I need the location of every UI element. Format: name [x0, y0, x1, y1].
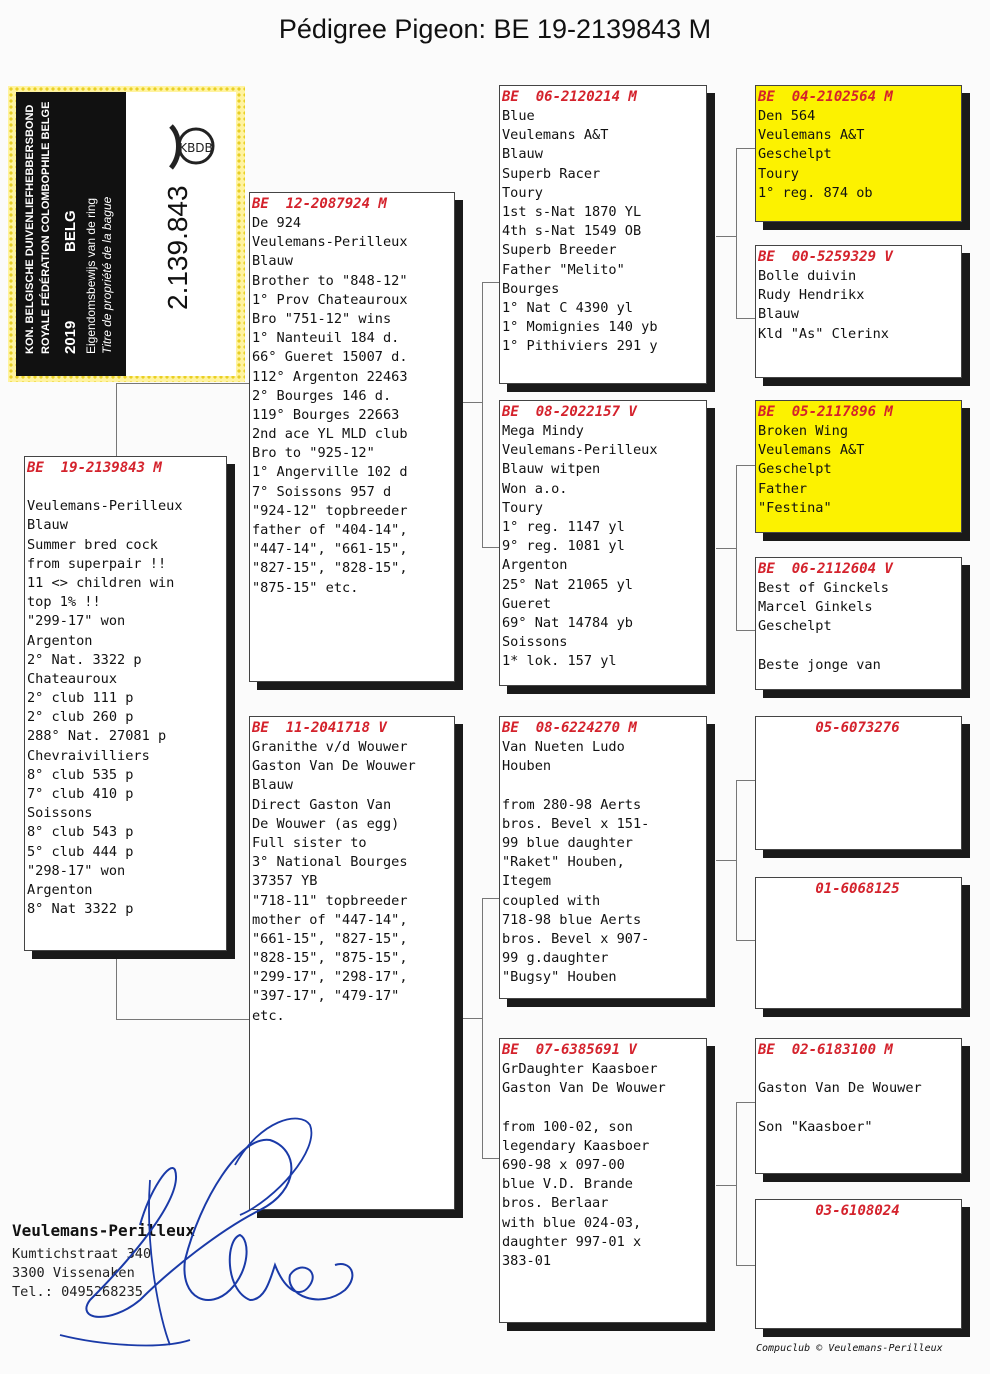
pigeon-details	[27, 478, 226, 919]
pigeon-detail-line: "Bugsy" Houben	[502, 969, 617, 986]
pigeon-details	[502, 1060, 706, 1271]
ring-number: 01-6068125	[815, 881, 900, 897]
pigeon-detail-line: etc.	[252, 1007, 285, 1024]
pigeon-detail-line: "924-12" topbreeder	[252, 502, 408, 519]
pedigree-box-sire-dam	[499, 400, 707, 686]
page-title: Pédigree Pigeon: BE 19-2139843 M	[278, 14, 712, 44]
pigeon-detail-line	[758, 1060, 961, 1079]
pigeon-detail-line: Soissons	[502, 634, 568, 651]
pigeon-detail-line: Van Nueten Ludo	[502, 739, 625, 755]
pigeon-detail-line: blue V.D. Brande	[502, 1176, 633, 1193]
pigeon-detail-line: Toury	[502, 184, 543, 201]
pigeon-details	[502, 422, 706, 671]
ring-number: BE 08-2022157 V	[502, 404, 637, 420]
card-year: 2019	[62, 320, 79, 354]
pigeon-detail-line: 2° club 111 p	[27, 690, 134, 707]
pigeon-detail-line: Chevraivilliers	[27, 747, 150, 764]
pigeon-detail-line: Geschelpt	[758, 146, 832, 163]
pigeon-detail-line: Broken Wing	[758, 423, 849, 439]
pigeon-detail-line: 99 blue daughter	[502, 834, 633, 851]
pigeon-details	[758, 1060, 961, 1137]
pigeon-detail-line: Houben	[502, 758, 552, 775]
pigeon-detail-line: "299-17" won	[27, 613, 126, 630]
pigeon-detail-line: coupled with	[502, 892, 601, 909]
pigeon-details	[502, 107, 706, 356]
pigeon-detail-line: Itegem	[502, 873, 552, 890]
pigeon-detail-line: father of "404-14",	[252, 522, 408, 538]
breeder-name: Veulemans-Perilleux	[12, 1221, 196, 1240]
pigeon-detail-line: 2° club 260 p	[27, 709, 134, 726]
pigeon-detail-line: 1° Momignies 140 yb	[502, 319, 658, 336]
pigeon-detail-line: Soissons	[27, 805, 93, 822]
pigeon-details	[758, 267, 961, 344]
pigeon-detail-line: 9° reg. 1081 yl	[502, 538, 625, 555]
ring-number: BE 04-2102564 M	[758, 89, 893, 105]
pigeon-detail-line: with blue 024-03,	[502, 1214, 642, 1231]
pedigree-box-dam-sire-sire	[755, 716, 962, 850]
breeder-city: 3300 Vissenaken	[12, 1265, 135, 1281]
pigeon-detail-line: Veulemans A&T	[502, 127, 609, 144]
pigeon-detail-line: 11 <> children win	[27, 574, 175, 591]
pigeon-detail-line: 7° Soissons 957 d	[252, 483, 392, 500]
pigeon-detail-line: Gueret	[502, 595, 552, 612]
pigeon-detail-line: "661-15", "827-15",	[252, 930, 408, 947]
ring-number: 05-6073276	[815, 720, 900, 736]
pigeon-detail-line: "447-14", "661-15",	[252, 541, 408, 558]
pigeon-detail-line: 99 g.daughter	[502, 950, 609, 967]
ring-number: BE 02-6183100 M	[758, 1042, 893, 1058]
kbdb-logo-icon	[166, 116, 216, 176]
copyright-notice: Compuclub © Veulemans-Perilleux	[756, 1343, 943, 1354]
pigeon-detail-line: "299-17", "298-17",	[252, 969, 408, 986]
pigeon-detail-line: 112° Argenton 22463	[252, 368, 408, 385]
pedigree-box-dam	[249, 716, 455, 1210]
pigeon-detail-line: Veulemans-Perilleux	[252, 234, 408, 251]
ring-number: 03-6108024	[815, 1203, 900, 1219]
pedigree-box-sire-sire	[499, 85, 707, 384]
ring-number: BE 06-2112604 V	[758, 561, 893, 577]
pigeon-detail-line: 1° reg. 1147 yl	[502, 518, 625, 535]
pigeon-detail-line: Geschelpt	[758, 461, 832, 478]
pigeon-detail-line: 1° Angerville 102 d	[252, 464, 408, 481]
pigeon-detail-line: Argenton	[27, 632, 93, 649]
ring-number: BE 12-2087924 M	[252, 196, 387, 212]
pedigree-box-dam-dam-sire	[755, 1038, 962, 1174]
pigeon-detail-line: Blue	[502, 108, 535, 124]
pigeon-detail-line: GrDaughter Kaasboer	[502, 1061, 658, 1077]
pigeon-detail-line: Mega Mindy	[502, 423, 584, 439]
pigeon-detail-line: bros. Berlaar	[502, 1195, 609, 1212]
pigeon-detail-line: 1° Pithiviers 291 y	[502, 338, 658, 355]
pigeon-detail-line: 7° club 410 p	[27, 786, 134, 802]
pedigree-box-sire-dam-dam	[755, 557, 962, 690]
pigeon-detail-line: Geschelpt	[758, 618, 832, 635]
pigeon-detail-line: 718-98 blue Aerts	[502, 911, 642, 928]
pigeon-detail-line: bros. Bevel x 151-	[502, 815, 650, 832]
card-ring-number: 2.139.843	[162, 185, 193, 310]
pigeon-detail-line: "Raket" Houben,	[502, 854, 625, 871]
pigeon-detail-line: from 100-02, son	[502, 1118, 633, 1135]
pigeon-detail-line: 66° Gueret 15007 d.	[252, 349, 408, 366]
pigeon-detail-line: De 924	[252, 215, 302, 231]
pigeon-detail-line: Best of Ginckels	[758, 580, 889, 596]
pigeon-detail-line: 5° club 444 p	[27, 843, 134, 860]
pigeon-detail-line: Superb Racer	[502, 165, 601, 182]
pigeon-detail-line: Bro "751-12" wins	[252, 310, 392, 327]
pedigree-box-sire-sire-sire	[755, 85, 962, 222]
pigeon-detail-line: legendary Kaasboer	[502, 1137, 650, 1154]
pigeon-detail-line: Blauw	[758, 306, 799, 323]
pigeon-detail-line: 8° Nat 3322 p	[27, 901, 134, 918]
card-label-fr: Titre de propriété de la bague	[100, 196, 114, 354]
pigeon-details	[758, 107, 961, 203]
pigeon-detail-line: 2° Nat. 3322 p	[27, 651, 142, 668]
pigeon-detail-line: 1st s-Nat 1870 YL	[502, 203, 642, 220]
pigeon-detail-line: 119° Bourges 22663	[252, 406, 400, 423]
card-label-nl: Eigendomsbewijs van de ring	[84, 197, 98, 354]
pigeon-detail-line: 25° Nat 21065 yl	[502, 576, 633, 593]
pigeon-detail-line: Chateauroux	[27, 670, 118, 687]
pigeon-details	[758, 579, 961, 675]
pigeon-detail-line: 1* lok. 157 yl	[502, 653, 617, 670]
pigeon-detail-line: Blauw	[502, 146, 543, 163]
pigeon-detail-line: Veulemans A&T	[758, 127, 865, 144]
pigeon-detail-line: 1° Nanteuil 184 d.	[252, 330, 400, 347]
pigeon-detail-line: 1° Prov Chateauroux	[252, 291, 408, 308]
pigeon-detail-line: Bolle duivin	[758, 268, 857, 284]
pigeon-detail-line: Kld "As" Clerinx	[758, 325, 889, 342]
pigeon-detail-line: 8° club 535 p	[27, 766, 134, 783]
pigeon-detail-line: Blauw	[252, 253, 293, 270]
pigeon-detail-line	[502, 1098, 706, 1117]
pigeon-detail-line: "718-11" topbreeder	[252, 892, 408, 909]
ring-number: BE 07-6385691 V	[502, 1042, 637, 1058]
pigeon-detail-line: Beste jonge van	[758, 656, 881, 673]
pigeon-detail-line: Brother to "848-12"	[252, 272, 408, 289]
pigeon-detail-line: 2° Bourges 146 d.	[252, 387, 392, 404]
pigeon-detail-line: Rudy Hendrikx	[758, 287, 865, 304]
pigeon-detail-line: 383-01	[502, 1252, 552, 1269]
pigeon-detail-line: daughter 997-01 x	[502, 1233, 642, 1250]
pigeon-detail-line	[502, 776, 706, 795]
pigeon-detail-line: 2nd ace YL MLD club	[252, 426, 408, 443]
pigeon-detail-line: "397-17", "479-17"	[252, 988, 400, 1005]
pigeon-detail-line: 69° Nat 14784 yb	[502, 614, 633, 631]
pigeon-detail-line: Blauw	[252, 777, 293, 794]
pigeon-detail-line: Gaston Van De Wouwer	[502, 1080, 666, 1097]
pigeon-detail-line	[758, 1098, 961, 1117]
pigeon-detail-line: 3° National Bourges	[252, 854, 408, 871]
ring-number: BE 11-2041718 V	[252, 720, 387, 736]
pigeon-detail-line: "875-15" etc.	[252, 579, 359, 596]
pigeon-detail-line: "828-15", "875-15",	[252, 950, 408, 967]
federation-name-nl: KON. BELGISCHE DUIVENLIEFHEBBERSBOND	[24, 104, 36, 354]
pigeon-detail-line: bros. Bevel x 907-	[502, 930, 650, 947]
ring-ownership-certificate	[8, 86, 245, 382]
breeder-phone: Tel.: 0495268235	[12, 1284, 143, 1300]
pedigree-box-dam-sire	[499, 716, 707, 999]
pigeon-detail-line: Bourges	[502, 280, 560, 297]
ring-number: BE 19-2139843 M	[27, 460, 162, 476]
pigeon-details	[252, 214, 454, 598]
pigeon-detail-line: Blauw	[27, 517, 68, 534]
pedigree-box-dam-dam-dam	[755, 1199, 962, 1329]
pigeon-detail-line: De Wouwer (as egg)	[252, 815, 400, 832]
breeder-street: Kumtichstraat 340	[12, 1246, 152, 1262]
pigeon-detail-line: Den 564	[758, 108, 816, 124]
pigeon-detail-line: Toury	[502, 499, 543, 516]
pigeon-detail-line: Father	[758, 480, 808, 497]
pigeon-detail-line: from 280-98 Aerts	[502, 796, 642, 813]
pigeon-detail-line: 1° reg. 874 ob	[758, 184, 873, 201]
pedigree-box-dam-sire-dam	[755, 877, 962, 1009]
pigeon-detail-line: Blauw witpen	[502, 461, 601, 478]
pigeon-detail-line: Won a.o.	[502, 480, 568, 497]
ring-number: BE 08-6224270 M	[502, 720, 637, 736]
svg-text:KBDB: KBDB	[179, 141, 213, 155]
pigeon-detail-line	[27, 478, 226, 497]
pigeon-detail-line: Argenton	[502, 557, 568, 574]
pigeon-detail-line: "298-17" won	[27, 862, 126, 879]
pigeon-detail-line: Direct Gaston Van	[252, 796, 392, 813]
ring-number: BE 05-2117896 M	[758, 404, 893, 420]
pigeon-detail-line: 288° Nat. 27081 p	[27, 728, 167, 745]
pigeon-detail-line: Bro to "925-12"	[252, 445, 375, 462]
pigeon-detail-line: "827-15", "828-15",	[252, 560, 408, 577]
pigeon-detail-line: Veulemans-Perilleux	[502, 442, 658, 459]
pigeon-detail-line: 690-98 x 097-00	[502, 1156, 625, 1173]
pigeon-detail-line: Gaston Van De Wouwer	[758, 1080, 922, 1097]
pedigree-box-sire-dam-sire	[755, 400, 962, 533]
pigeon-detail-line: Argenton	[27, 881, 93, 898]
pigeon-detail-line: Full sister to	[252, 834, 367, 851]
pigeon-detail-line: Gaston Van De Wouwer	[252, 758, 416, 775]
card-country: BELG	[62, 210, 79, 252]
pigeon-detail-line: Marcel Ginkels	[758, 599, 873, 616]
pedigree-box-subject	[24, 456, 227, 951]
pigeon-detail-line: top 1% !!	[27, 594, 101, 611]
pigeon-details	[502, 738, 706, 987]
pigeon-detail-line: Father "Melito"	[502, 261, 625, 278]
pigeon-detail-line: Summer bred cock	[27, 536, 158, 553]
pigeon-detail-line: Granithe v/d Wouwer	[252, 739, 408, 755]
pigeon-detail-line: 4th s-Nat 1549 OB	[502, 223, 642, 240]
ring-number: BE 06-2120214 M	[502, 89, 637, 105]
pigeon-details	[252, 738, 454, 1026]
ring-number: BE 00-5259329 V	[758, 249, 893, 265]
pigeon-detail-line: from superpair !!	[27, 555, 167, 572]
pigeon-detail-line: 1° Nat C 4390 yl	[502, 299, 633, 316]
pedigree-box-sire-sire-dam	[755, 245, 962, 378]
pigeon-detail-line: Superb Breeder	[502, 242, 617, 259]
pedigree-box-dam-dam	[499, 1038, 707, 1323]
federation-name-fr: ROYALE FÉDÉRATION COLOMBOPHILE BELGE	[40, 101, 52, 354]
pigeon-detail-line: 8° club 543 p	[27, 824, 134, 841]
pedigree-box-sire	[249, 192, 455, 682]
pigeon-detail-line: Veulemans-Perilleux	[27, 498, 183, 515]
pigeon-detail-line: Toury	[758, 165, 799, 182]
pigeon-detail-line	[758, 637, 961, 656]
pigeon-detail-line: Son "Kaasboer"	[758, 1118, 873, 1135]
pigeon-detail-line: 37357 YB	[252, 873, 318, 890]
pigeon-detail-line: Veulemans A&T	[758, 442, 865, 459]
pigeon-details	[758, 422, 961, 518]
pigeon-detail-line: mother of "447-14",	[252, 911, 408, 928]
pigeon-detail-line: "Festina"	[758, 499, 832, 516]
